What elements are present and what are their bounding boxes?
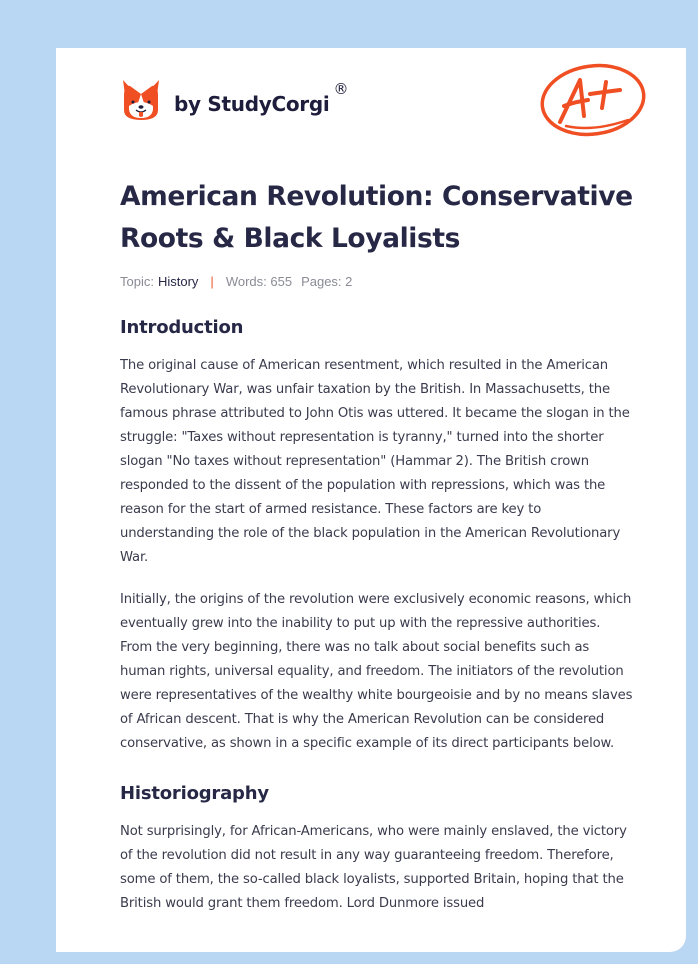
a-plus-grade-icon — [538, 60, 648, 140]
studycorgi-logo[interactable] — [120, 76, 348, 122]
topic-link[interactable]: History — [157, 273, 199, 289]
word-count: Words: 655 — [225, 273, 293, 289]
corgi-head-icon — [120, 76, 162, 122]
topic-label: Topic: — [120, 273, 154, 289]
document-card — [56, 48, 686, 952]
document-title: American Revolution: Conservative Roots & Black Loyalists — [120, 181, 633, 254]
section-heading-historiography: Historiography — [120, 783, 269, 804]
paragraph: Not surprisingly, for African-Americans, who were mainly enslaved, the victory of the revolution did not result in any way guaranteeing freedom. Therefore, some of them, the so-called black loyalists, supported Britain, hoping that the British would grant them freedom. Lord Dunmore issued — [120, 824, 627, 911]
page-count: Pages: 2 — [301, 273, 353, 289]
paragraph: Initially, the origins of the revolution were exclusively economic reasons, which eventually grew into the inability to put up with the repressive authorities. From the very beginning, there was no talk about social benefits such as human rights, universal equality, and freedom. The initiators of the revolution were representatives of the wealthy white bourgeoisie and by no means slaves of African descent. That is why the American Revolution can be considered conservative, as shown in a specific example of its direct participants below. — [120, 592, 633, 751]
registered-mark: ® — [333, 80, 349, 98]
document-meta — [120, 272, 635, 290]
document-content — [120, 176, 635, 916]
header — [120, 72, 650, 162]
paragraph: The original cause of American resentment, which resulted in the American Revolutionary War, was unfair taxation by the British. In Massachusetts, the famous phrase attributed to John Otis was uttered. It became the slogan in the struggle: "Taxes without representation is tyranny," turned into the shorter slogan "No taxes without representation" (Hammar 2). The British crown responded to the dissent of the population with repressions, which was the reason for the start of armed resistance. These factors are key to understanding the role of the black population in the American Revolutionary War. — [120, 358, 630, 565]
meta-separator: | — [210, 273, 214, 289]
section-heading-introduction: Introduction — [120, 317, 244, 338]
logo-text: by StudyCorgi — [174, 92, 330, 116]
